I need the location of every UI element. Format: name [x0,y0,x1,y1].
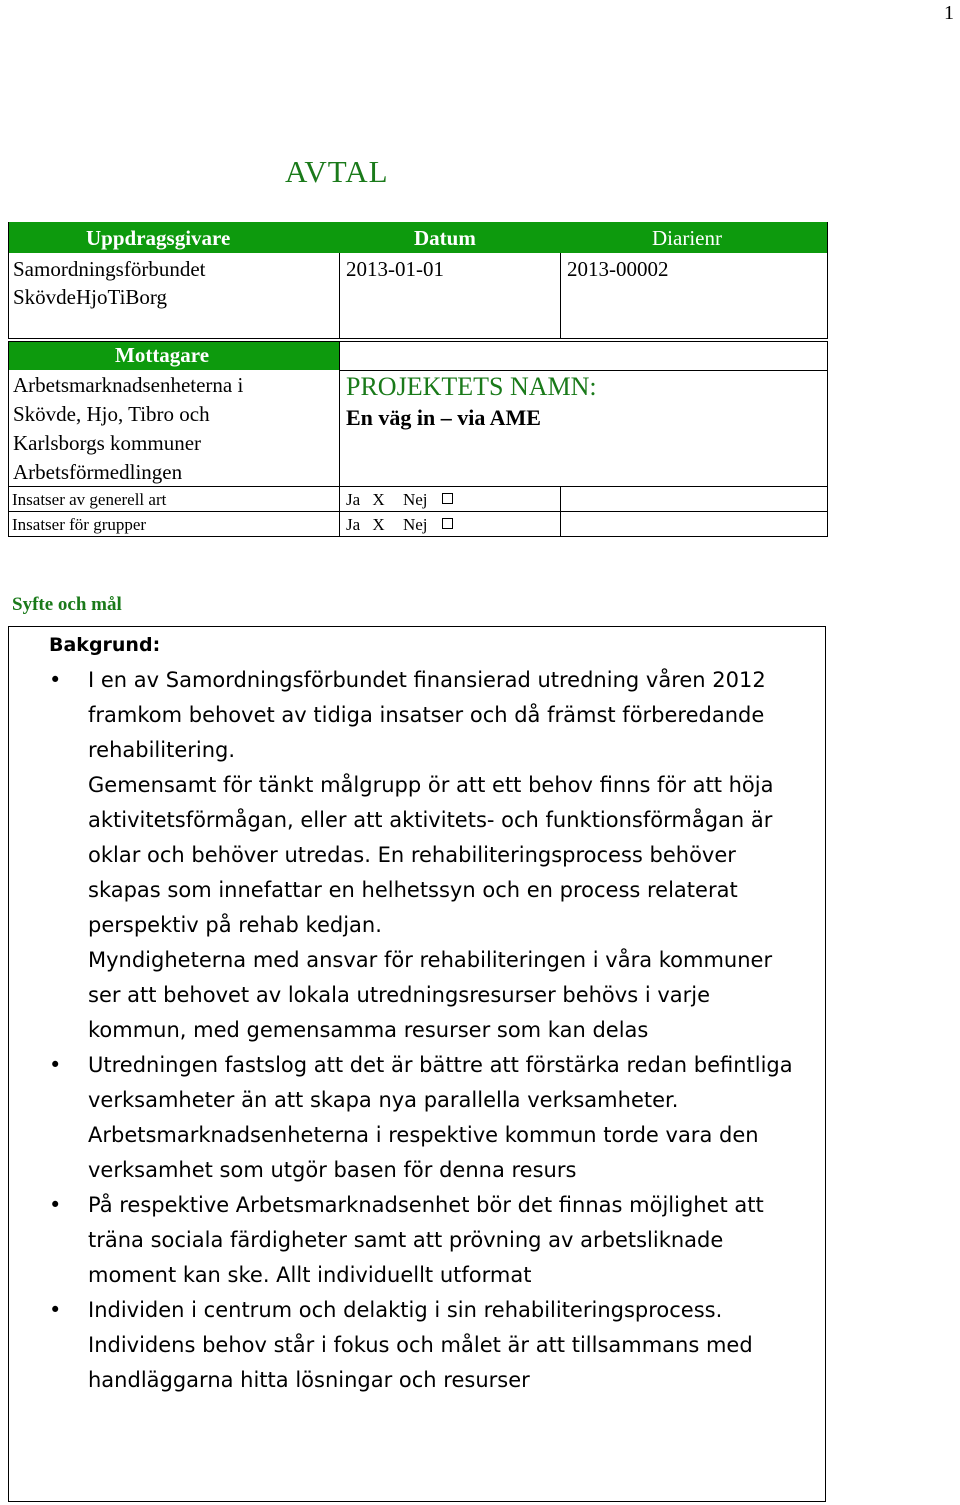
bullet-list [48,663,808,1398]
header-diarienr: Diarienr [652,226,722,250]
client-name-line2: SkövdeHjoTiBorg [13,285,168,309]
header-uppdragsgivare: Uppdragsgivare [86,226,231,250]
receiver-line-1: Arbetsmarknadsenheterna i [13,373,244,397]
bullet-icon: • [49,1298,62,1322]
list-item [48,663,808,1048]
table-line [560,486,561,537]
bullet-icon: • [49,668,62,692]
table-line [8,338,828,339]
header-datum: Datum [414,226,476,250]
row-choice-generell [346,490,453,510]
table-line [827,222,828,339]
table-line [8,341,828,342]
bullet-icon: • [49,1193,62,1217]
nej-checkbox[interactable] [442,518,453,529]
section-heading: Syfte och mål [12,594,122,615]
ja-mark: X [372,490,385,509]
nej-label: Nej [402,515,428,534]
paragraph: Gemensamt för tänkt målgrupp ör att ett behov finns för att höja aktivitetsförmågan, eller att aktivitets- och funktionsförmågan är oklar och behöver utredas. En rehabiliteringsprocess behöver skapas som innefattar en helhetssyn och en process relaterat perspektiv på rehab kedjan. [88,773,774,937]
table-line [339,370,828,371]
receiver-line-3: Karlsborgs kommuner [13,431,202,455]
table-line [8,222,9,339]
paragraph: Individens behov står i fokus och målet är att tillsammans med handläggarna hitta lösningar och resurser [88,1333,753,1392]
nej-checkbox[interactable] [442,493,453,504]
bakgrund-label: Bakgrund: [49,634,161,656]
project-name: En väg in – via AME [346,405,541,430]
paragraph: På respektive Arbetsmarknadsenhet bör det finnas möjlighet att träna sociala färdigheter samt att prövning av arbetsliknade moment kan ske. Allt individuellt utformat [88,1193,764,1287]
row-label-generell: Insatser av generell art [12,490,167,509]
agreement-date: 2013-01-01 [346,257,444,281]
ja-label: Ja [346,490,361,509]
project-label: PROJEKTETS NAMN: [346,372,597,401]
receiver-line-4: Arbetsförmedlingen [13,460,183,484]
paragraph: Individen i centrum och delaktig i sin rehabiliteringsprocess. [88,1298,723,1322]
bullet-icon: • [49,1053,62,1077]
table-line [8,341,9,537]
paragraph: Myndigheterna med ansvar för rehabiliteringen i våra kommuner ser att behovet av lokala utredningsresurser behövs i varje kommun, med gemensamma resurser som kan delas [88,948,773,1042]
table-line [339,253,340,339]
paragraph: I en av Samordningsförbundet finansierad utredning våren 2012 framkom behovet av tidiga insatser och då främst förberedande rehabilitering. [88,668,766,762]
receiver-header: Mottagare [115,343,210,367]
table-line [560,253,561,339]
table-line [8,536,828,537]
table-line [8,486,828,487]
purpose-content [48,663,808,1398]
table-line [339,341,340,537]
ja-mark: X [372,515,385,534]
page-number: 1 [944,2,954,24]
list-item [48,1048,808,1188]
receiver-line-2: Skövde, Hjo, Tibro och [13,402,210,426]
list-item [48,1188,808,1293]
paragraph: Utredningen fastslog att det är bättre att förstärka redan befintliga verksamheter än att skapa nya parallella verksamheter. Arbetsmarknadsenheterna i respektive kommun torde vara den verksamhet som utgör basen för denna resurs [88,1053,793,1182]
diary-number: 2013-00002 [567,257,669,281]
nej-label: Nej [402,490,428,509]
document-title: AVTAL [285,154,389,189]
table-line [8,511,828,512]
ja-label: Ja [346,515,361,534]
row-label-grupper: Insatser för grupper [12,515,147,534]
row-choice-grupper [346,515,453,535]
client-name-line1: Samordningsförbundet [13,257,206,281]
list-item [48,1293,808,1398]
